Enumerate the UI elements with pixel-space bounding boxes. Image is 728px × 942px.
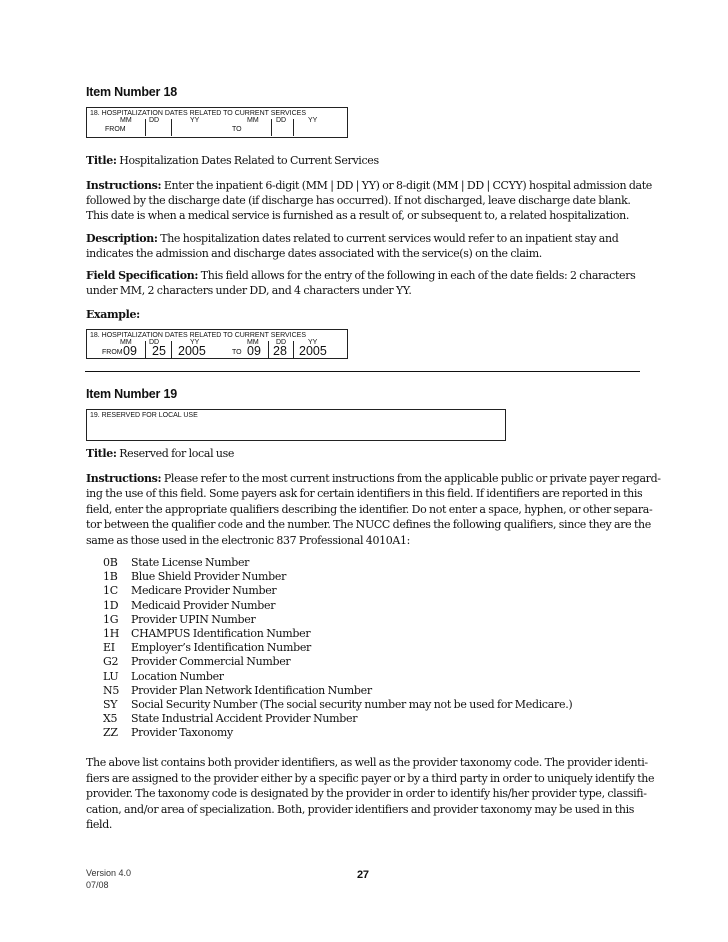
qualifier-code: LU bbox=[103, 669, 119, 683]
qualifier-code: 0B bbox=[103, 556, 118, 569]
divider bbox=[171, 119, 172, 136]
qualifier-desc: CHAMPUS Identification Number bbox=[131, 627, 311, 640]
qualifier-desc: Provider Taxonomy bbox=[131, 726, 233, 740]
qualifier-code: SY bbox=[103, 698, 118, 711]
item19-title bbox=[86, 446, 646, 461]
description-label: Description: bbox=[86, 232, 158, 245]
form-from: FROM bbox=[105, 126, 126, 133]
form-yy-2: YY bbox=[308, 339, 318, 346]
form-mm: MM bbox=[120, 339, 132, 346]
item18-field-spec bbox=[86, 268, 666, 298]
qualifier-code: 1G bbox=[103, 612, 119, 626]
qualifier-code: G2 bbox=[103, 655, 119, 669]
example-from-mm: 09 bbox=[123, 344, 137, 358]
text-line: same as those used in the electronic 837 Professional 4010A1: bbox=[86, 533, 411, 547]
qualifier-code: ZZ bbox=[103, 726, 118, 740]
item18-heading: Item Number 18 bbox=[86, 85, 177, 99]
text-line: Enter the inpatient 6-digit (MM | DD | YY) or 8-digit (MM | DD | CCYY) hospital admission date bbox=[161, 179, 652, 192]
qualifier-desc: Blue Shield Provider Number bbox=[131, 570, 287, 584]
qualifier-desc: Employer’s Identification Number bbox=[131, 641, 311, 655]
form-mm: MM bbox=[120, 117, 132, 124]
fieldspec-label: Field Specification: bbox=[86, 269, 199, 282]
form-to: TO bbox=[232, 349, 242, 356]
divider bbox=[145, 341, 146, 358]
form-yy: YY bbox=[190, 339, 200, 346]
item19-form-blank bbox=[86, 409, 506, 441]
qualifier-code: 1B bbox=[103, 570, 118, 584]
footer-date: 07/08 bbox=[86, 880, 109, 890]
title-text: Reserved for local use bbox=[119, 447, 235, 460]
page-number: 27 bbox=[357, 869, 369, 881]
item18-title bbox=[86, 153, 646, 168]
qualifier-desc: Location Number bbox=[131, 669, 224, 683]
text-line: followed by the discharge date (if discharge has occurred). If not discharged, leave discharge date blank. bbox=[86, 194, 631, 207]
form-dd-2: DD bbox=[276, 117, 287, 124]
qualifier-desc: State Industrial Accident Provider Number bbox=[131, 712, 358, 726]
divider bbox=[293, 341, 294, 358]
divider bbox=[171, 341, 172, 358]
title-label: Title: bbox=[86, 447, 117, 460]
instructions-label: Instructions: bbox=[86, 179, 162, 192]
item19-closing-paragraph bbox=[86, 755, 666, 833]
qualifier-desc: Provider Commercial Number bbox=[131, 655, 291, 669]
footer-version-block bbox=[86, 867, 131, 891]
example-to-dd: 28 bbox=[273, 344, 287, 358]
title-text: Hospitalization Dates Related to Current Services bbox=[119, 154, 379, 167]
footer-version: Version 4.0 bbox=[86, 868, 132, 878]
form-dd: DD bbox=[149, 339, 160, 346]
qualifier-desc: Social Security Number (The social security number may not be used for Medicare.) bbox=[131, 698, 573, 711]
example-from-yy: 2005 bbox=[178, 344, 206, 358]
divider bbox=[293, 119, 294, 136]
form-to: TO bbox=[232, 126, 242, 133]
example-label bbox=[86, 307, 140, 322]
item18-instructions bbox=[86, 178, 666, 223]
qualifier-code: 1D bbox=[103, 598, 119, 612]
divider bbox=[145, 119, 146, 136]
text-line: provider. The taxonomy code is designated by the provider in order to identify his/her provider type, classifi- bbox=[86, 787, 647, 801]
item18-form-blank bbox=[86, 107, 348, 138]
form-title: 19. RESERVED FOR LOCAL USE bbox=[90, 412, 198, 419]
example-to-mm: 09 bbox=[247, 344, 261, 358]
text-line: The above list contains both provider identifiers, as well as the provider taxonomy code. The provider identi- bbox=[86, 756, 648, 769]
form-dd-2: DD bbox=[276, 339, 287, 346]
example-label-text: Example: bbox=[86, 308, 140, 321]
text-line: field, enter the appropriate qualifiers describing the identifier. Do not enter a space, hyphen, or other separa- bbox=[86, 502, 653, 516]
divider bbox=[271, 119, 272, 136]
text-line: Please refer to the most current instructions from the applicable public or private payer regard- bbox=[161, 472, 661, 485]
text-line: fiers are assigned to the provider either by a specific payer or by a third party in order to uniquely identify the bbox=[86, 771, 655, 785]
text-line: tor between the qualifier code and the number. The NUCC defines the following qualifiers, since they are the bbox=[86, 518, 651, 532]
item19-heading: Item Number 19 bbox=[86, 387, 177, 401]
form-title: 18. HOSPITALIZATION DATES RELATED TO CURRENT SERVICES bbox=[90, 110, 307, 117]
example-to-yy: 2005 bbox=[299, 344, 327, 358]
divider bbox=[268, 341, 269, 358]
form-title: 18. HOSPITALIZATION DATES RELATED TO CURRENT SERVICES bbox=[90, 332, 307, 339]
instructions-label: Instructions: bbox=[86, 472, 162, 485]
section-divider bbox=[85, 371, 640, 372]
qualifier-desc: Provider UPIN Number bbox=[131, 612, 256, 626]
text-line: under MM, 2 characters under DD, and 4 characters under YY. bbox=[86, 284, 412, 297]
qualifier-desc: State License Number bbox=[131, 556, 250, 569]
text-line: field. bbox=[86, 818, 113, 832]
item18-description bbox=[86, 231, 666, 261]
qualifier-desc: Medicare Provider Number bbox=[131, 584, 277, 598]
text-line: indicates the admission and discharge dates associated with the service(s) on the claim. bbox=[86, 247, 542, 260]
form-yy: YY bbox=[190, 117, 200, 124]
qualifier-desc: Medicaid Provider Number bbox=[131, 598, 276, 612]
qualifier-code: X5 bbox=[103, 712, 118, 726]
qualifier-desc: Provider Plan Network Identification Number bbox=[131, 683, 372, 697]
text-line: The hospitalization dates related to current services would refer to an inpatient stay and bbox=[157, 232, 619, 245]
qualifier-code: 1H bbox=[103, 627, 119, 640]
item18-form-example bbox=[86, 329, 348, 359]
example-from-dd: 25 bbox=[152, 344, 166, 358]
item19-instructions bbox=[86, 471, 666, 548]
qualifier-code: EI bbox=[103, 641, 115, 655]
text-line: cation, and/or area of specialization. Both, provider identifiers and provider taxonomy may be used in this bbox=[86, 802, 635, 816]
form-yy-2: YY bbox=[308, 117, 318, 124]
form-mm-2: MM bbox=[247, 339, 259, 346]
form-mm-2: MM bbox=[247, 117, 259, 124]
qualifier-code: 1C bbox=[103, 584, 118, 598]
text-line: This date is when a medical service is furnished as a result of, or subsequent to, a related hospitalization. bbox=[86, 209, 630, 222]
qualifier-list bbox=[0, 555, 728, 745]
form-dd: DD bbox=[149, 117, 160, 124]
title-label: Title: bbox=[86, 154, 117, 167]
qualifier-code: N5 bbox=[103, 683, 120, 697]
text-line: This field allows for the entry of the following in each of the date fields: 2 characters bbox=[198, 269, 636, 282]
form-from: FROM bbox=[102, 349, 123, 356]
text-line: ing the use of this field. Some payers ask for certain identifiers in this field. If identifiers are reported in this bbox=[86, 487, 643, 501]
